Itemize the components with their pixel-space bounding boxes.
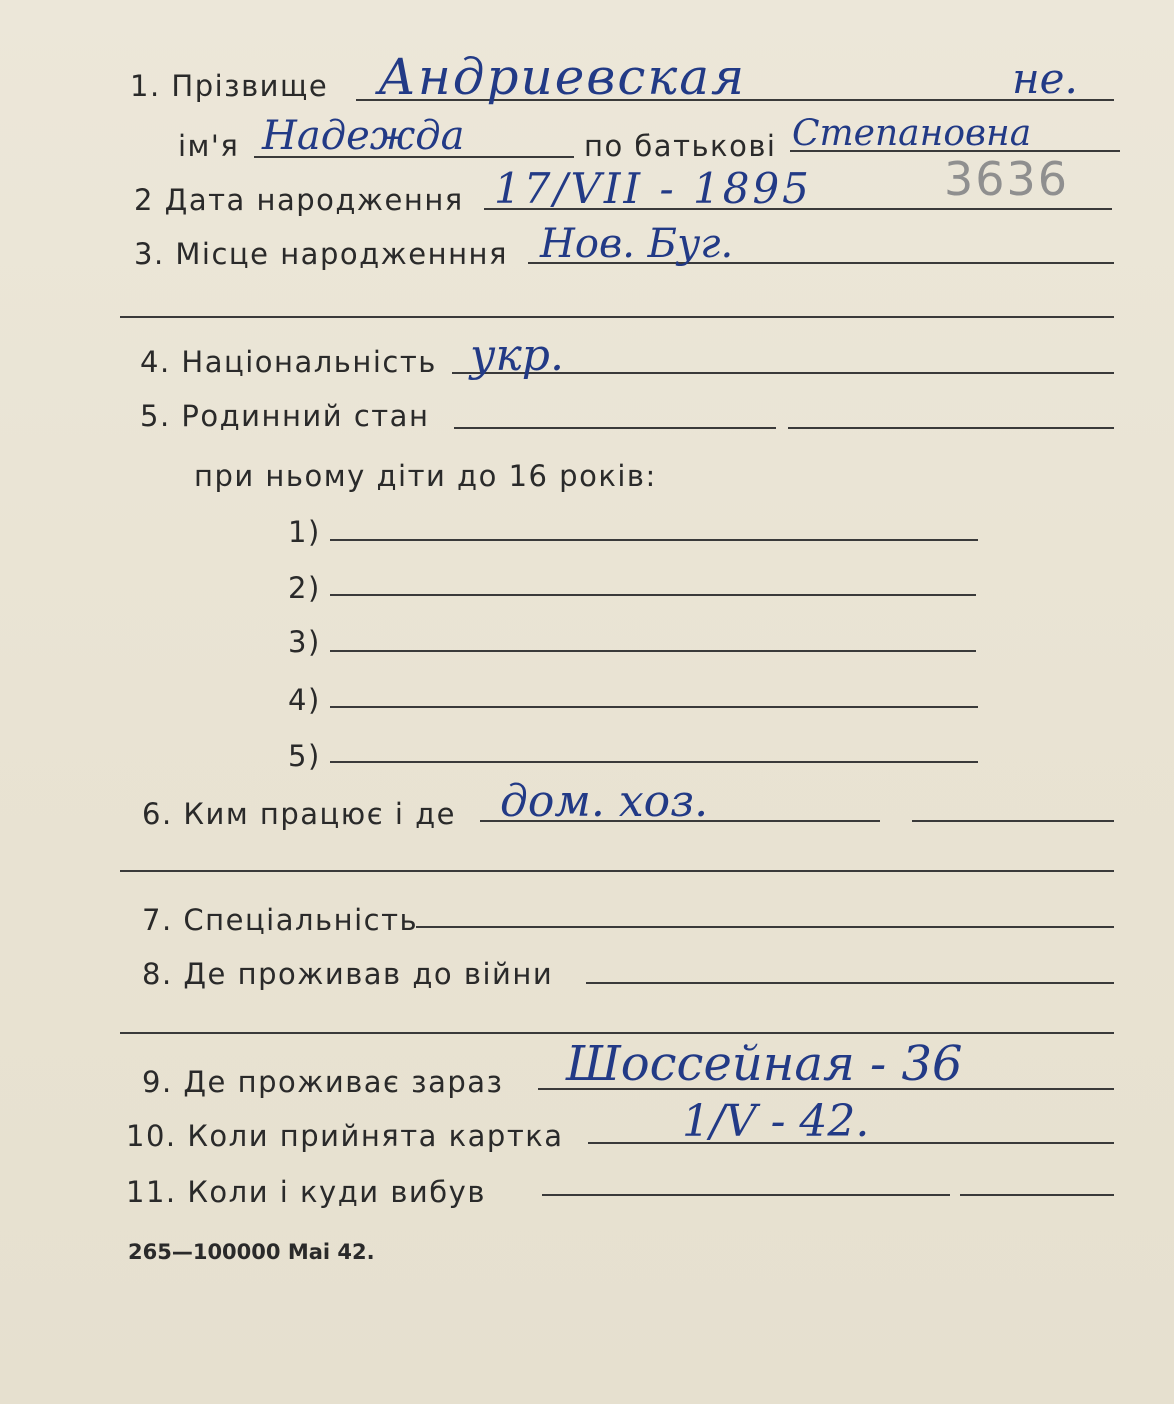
child-3-line bbox=[330, 650, 976, 652]
card-accepted-value: 1/V - 42. bbox=[682, 1096, 870, 1147]
surname-value: Андриевская bbox=[378, 48, 747, 106]
marital-status-line-b bbox=[788, 427, 1114, 429]
departure-label: 11. Коли і куди вибув bbox=[126, 1175, 486, 1209]
name-label: ім'я bbox=[178, 129, 240, 163]
birthplace-label: 3. Місце народженння bbox=[134, 237, 508, 271]
prewar-residence-line bbox=[586, 982, 1114, 984]
child-4-line bbox=[330, 706, 978, 708]
name-value: Надежда bbox=[262, 113, 465, 159]
surname-value-suffix: не. bbox=[1012, 54, 1078, 103]
marital-status-line-a bbox=[454, 427, 776, 429]
specialty-line bbox=[416, 926, 1114, 928]
child-1-line bbox=[330, 539, 978, 541]
child-2-label: 2) bbox=[288, 571, 321, 605]
departure-line-a bbox=[542, 1194, 950, 1196]
occupation-value: дом. хоз. bbox=[500, 776, 709, 827]
occupation-line-2 bbox=[120, 870, 1114, 872]
birthplace-value: Нов. Буг. bbox=[540, 221, 734, 267]
nationality-value: укр. bbox=[470, 330, 564, 381]
marital-status-label: 5. Родинний стан bbox=[140, 399, 430, 433]
child-4-label: 4) bbox=[288, 683, 321, 717]
specialty-label: 7. Спеціальність bbox=[142, 903, 419, 937]
occupation-label: 6. Ким працює і де bbox=[142, 797, 457, 831]
print-code: 265—100000 Mai 42. bbox=[128, 1240, 375, 1264]
card-accepted-label: 10. Коли прийнята картка bbox=[126, 1119, 564, 1153]
patronymic-label: по батькові bbox=[584, 129, 777, 163]
prewar-residence-label: 8. Де проживав до війни bbox=[142, 957, 554, 991]
birthdate-label: 2 Дата народження bbox=[134, 183, 464, 217]
patronymic-value: Степановна bbox=[792, 113, 1032, 154]
departure-line-b bbox=[960, 1194, 1114, 1196]
child-5-label: 5) bbox=[288, 739, 321, 773]
child-1-label: 1) bbox=[288, 515, 321, 549]
child-5-line bbox=[330, 761, 978, 763]
birthplace-line-2 bbox=[120, 316, 1114, 318]
nationality-label: 4. Національність bbox=[140, 345, 437, 379]
occupation-line-b bbox=[912, 820, 1114, 822]
children-label: при ньому діти до 16 років: bbox=[194, 459, 657, 493]
stamp-number: 3636 bbox=[944, 152, 1070, 206]
current-residence-label: 9. Де проживає зараз bbox=[142, 1065, 504, 1099]
prewar-residence-line-2 bbox=[120, 1032, 1114, 1034]
child-2-line bbox=[330, 594, 976, 596]
surname-label: 1. Прізвище bbox=[130, 69, 329, 103]
current-residence-value: Шоссейная - 36 bbox=[566, 1036, 963, 1092]
child-3-label: 3) bbox=[288, 625, 321, 659]
birthdate-value: 17/VII - 1895 bbox=[494, 164, 812, 213]
